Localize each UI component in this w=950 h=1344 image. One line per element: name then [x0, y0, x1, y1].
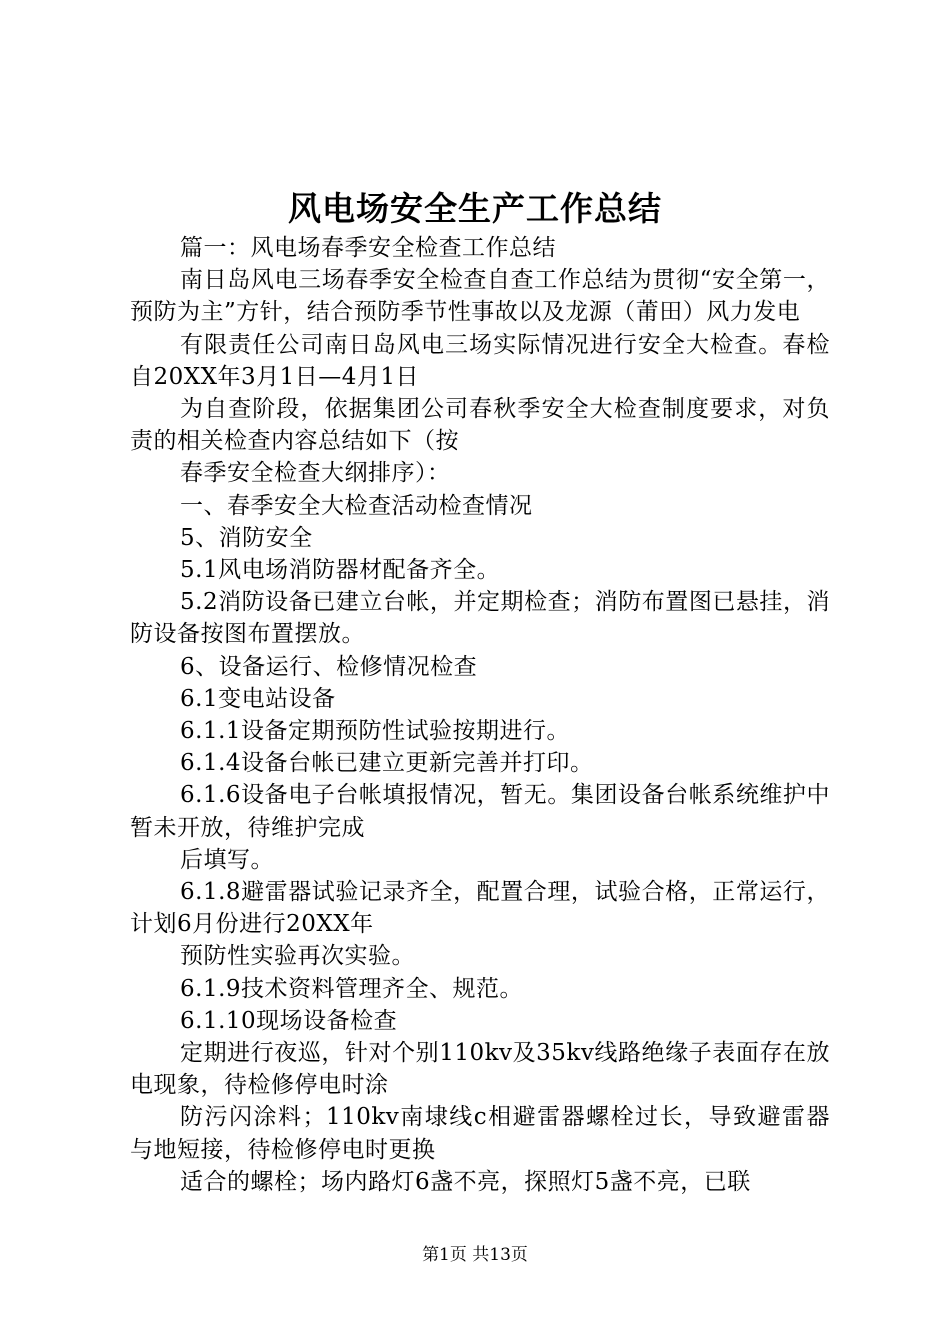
paragraph: 6.1变电站设备 [180, 685, 336, 712]
paragraph: 有限责任公司南日岛风电三场实际情况进行安全大检查。春检自20XX年3月1日—4月1日 [130, 331, 830, 390]
paragraph: 防污闪涂料；110kv南埭线c相避雷器螺栓过长，导致避雷器与地短接，待检修停电时更换 [130, 1104, 830, 1163]
paragraph: 后填写。 [180, 846, 274, 873]
paragraph: 预防性实验再次实验。 [180, 943, 415, 970]
paragraph: 篇一：风电场春季安全检查工作总结 [180, 235, 556, 261]
page-title: 风电场安全生产工作总结 [288, 189, 662, 228]
document-body [130, 232, 830, 1198]
paragraph: 6.1.9技术资料管理齐全、规范。 [180, 975, 524, 1002]
paragraph: 为自查阶段，依据集团公司春秋季安全大检查制度要求，对负责的相关检查内容总结如下（按 [130, 396, 830, 455]
paragraph: 6.1.1设备定期预防性试验按期进行。 [180, 718, 571, 745]
paragraph: 5.2消防设备已建立台帐，并定期检查；消防布置图已悬挂，消防设备按图布置摆放。 [130, 589, 830, 648]
paragraph: 6.1.8避雷器试验记录齐全，配置合理，试验合格，正常运行，计划6月份进行20XX年 [130, 879, 830, 938]
page-footer: 第1页 共13页 [422, 1245, 528, 1265]
paragraph: 春季安全检查大纲排序）： [180, 460, 451, 487]
paragraph: 6.1.4设备台帐已建立更新完善并打印。 [180, 750, 594, 777]
paragraph: 5、消防安全 [180, 524, 313, 551]
paragraph: 适合的螺栓；场内路灯6盏不亮，探照灯5盏不亮，已联 [180, 1168, 751, 1195]
paragraph: 一、春季安全大检查活动检查情况 [180, 492, 533, 519]
paragraph: 定期进行夜巡，针对个别110kv及35kv线路绝缘子表面存在放电现象，待检修停电时涂 [130, 1040, 830, 1099]
paragraph: 6.1.6设备电子台帐填报情况，暂无。集团设备台帐系统维护中暂未开放，待维护完成 [130, 782, 830, 841]
paragraph: 6.1.10现场设备检查 [180, 1007, 398, 1034]
paragraph: 6、设备运行、检修情况检查 [180, 653, 478, 680]
paragraph: 5.1风电场消防器材配备齐全。 [180, 557, 501, 584]
paragraph: 南日岛风电三场春季安全检查自查工作总结为贯彻“安全第一，预防为主”方针，结合预防季节性事故以及龙源（莆田）风力发电 [130, 267, 830, 326]
